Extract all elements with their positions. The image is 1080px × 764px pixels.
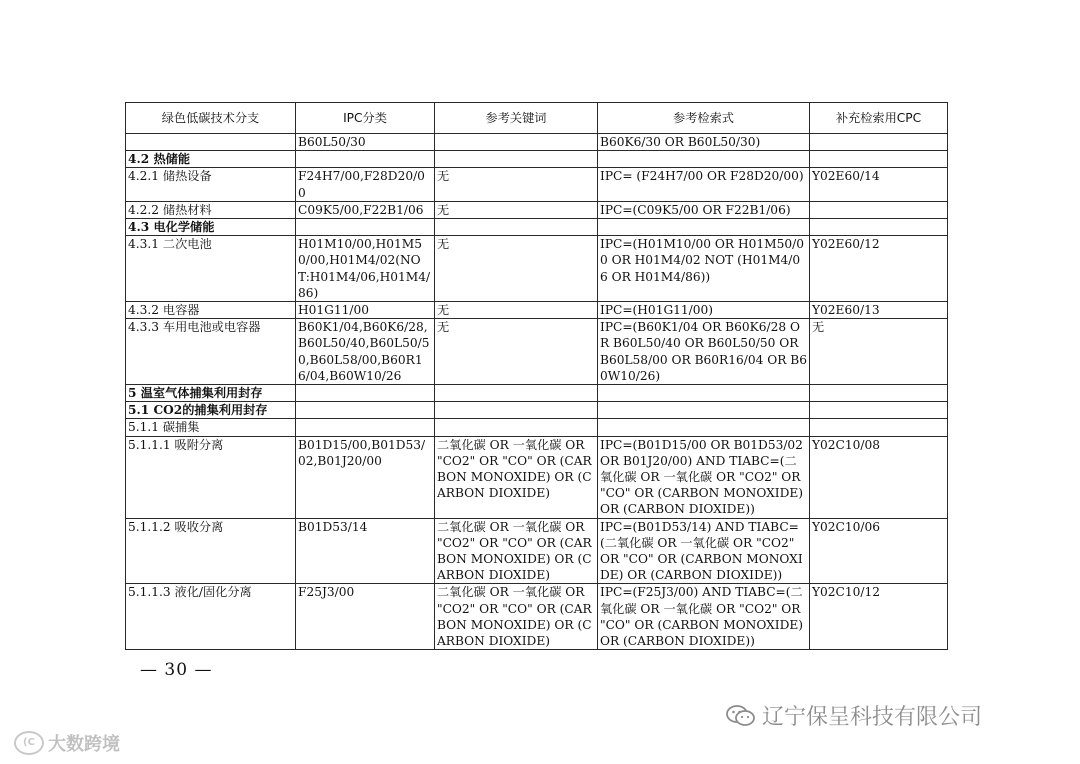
cell-search-query [598,385,810,402]
cell-cpc [810,219,948,236]
section-row [126,219,948,236]
cell-keywords [435,151,598,168]
cell-keywords: 无 [435,302,598,319]
cell-ipc: B01D15/00,B01D53/02,B01J20/00 [296,436,435,518]
wechat-icon [726,704,756,728]
cell-tech-branch: 5.1.1.3 液化/固化分离 [126,584,296,650]
cell-tech-branch: 4.2.1 储热设备 [126,168,296,201]
cell-tech-branch: 4.3.3 车用电池或电容器 [126,319,296,385]
cell-search-query: IPC=(B01D53/14) AND TIABC=(二氧化碳 OR 一氧化碳 OR "CO2" OR "CO" OR (CARBON MONOXIDE) OR (CARBON DIOXIDE)) [598,518,810,584]
cell-cpc: Y02C10/08 [810,436,948,518]
cell-tech-branch: 4.3 电化学储能 [126,219,296,236]
section-row [126,385,948,402]
watermark-right-text: 辽宁保呈科技有限公司 [762,705,983,730]
table-header-row [126,103,948,134]
cell-tech-branch: 5.1.1 碳捕集 [126,419,296,436]
cell-tech-branch: 4.3.2 电容器 [126,302,296,319]
cell-cpc: Y02E60/13 [810,302,948,319]
cell-cpc: Y02E60/12 [810,236,948,302]
cell-ipc [296,385,435,402]
cell-tech-branch: 4.2.2 储热材料 [126,201,296,218]
watermark-left-text: 大数跨境 [48,734,120,755]
cell-search-query [598,219,810,236]
header-search-query: 参考检索式 [598,103,810,134]
watermark-left [14,730,120,756]
cell-search-query [598,151,810,168]
cell-search-query [598,419,810,436]
cell-ipc [296,151,435,168]
cell-keywords [435,385,598,402]
table-row [126,134,948,151]
cell-keywords: 二氧化碳 OR 一氧化碳 OR "CO2" OR "CO" OR (CARBON MONOXIDE) OR (CARBON DIOXIDE) [435,518,598,584]
cell-search-query: IPC=(C09K5/00 OR F22B1/06) [598,201,810,218]
cell-ipc: B60K1/04,B60K6/28,B60L50/40,B60L50/50,B60L58/00,B60R16/04,B60W10/26 [296,319,435,385]
cell-search-query [598,402,810,419]
cell-cpc [810,134,948,151]
cell-search-query: IPC=(H01M10/00 OR H01M50/00 OR H01M4/02 NOT (H01M4/06 OR H01M4/86)) [598,236,810,302]
cell-cpc [810,201,948,218]
cell-ipc: B60L50/30 [296,134,435,151]
cell-keywords [435,219,598,236]
cell-tech-branch: 4.2 热储能 [126,151,296,168]
header-tech-branch: 绿色低碳技术分支 [126,103,296,134]
cell-cpc [810,151,948,168]
header-ipc: IPC分类 [296,103,435,134]
page-number: — 30 — [140,660,213,680]
table-row [126,168,948,201]
cell-ipc: H01M10/00,H01M50/00,H01M4/02(NOT:H01M4/06,H01M4/86) [296,236,435,302]
table-row [126,302,948,319]
cell-cpc: Y02C10/06 [810,518,948,584]
table-row [126,201,948,218]
cell-ipc [296,402,435,419]
cell-ipc [296,419,435,436]
cell-cpc: Y02E60/14 [810,168,948,201]
cell-ipc: B01D53/14 [296,518,435,584]
table-row [126,518,948,584]
cell-keywords: 无 [435,236,598,302]
section-row [126,151,948,168]
cell-tech-branch: 5.1 CO2的捕集利用封存 [126,402,296,419]
cell-search-query: IPC=(B60K1/04 OR B60K6/28 OR B60L50/40 OR B60L50/50 OR B60L58/00 OR B60R16/04 OR B60W10/26) [598,319,810,385]
cell-search-query: B60K6/30 OR B60L50/30) [598,134,810,151]
cell-tech-branch: 5 温室气体捕集利用封存 [126,385,296,402]
cell-search-query: IPC=(F25J3/00) AND TIABC=(二氧化碳 OR 一氧化碳 OR "CO2" OR "CO" OR (CARBON MONOXIDE) OR (CARBON DIOXIDE)) [598,584,810,650]
cell-ipc [296,219,435,236]
section-row [126,402,948,419]
cell-keywords [435,419,598,436]
header-keywords: 参考关键词 [435,103,598,134]
watermark-right [726,700,982,731]
cell-cpc: Y02C10/12 [810,584,948,650]
table-row [126,584,948,650]
cell-keywords: 无 [435,168,598,201]
cell-ipc: F24H7/00,F28D20/00 [296,168,435,201]
cell-ipc: C09K5/00,F22B1/06 [296,201,435,218]
cell-tech-branch: 4.3.1 二次电池 [126,236,296,302]
table-row [126,419,948,436]
cell-tech-branch: 5.1.1.2 吸收分离 [126,518,296,584]
cell-keywords [435,134,598,151]
cell-cpc [810,419,948,436]
ipc-classification-table [125,102,948,650]
table-row [126,436,948,518]
cell-ipc: F25J3/00 [296,584,435,650]
cell-search-query: IPC=(B01D15/00 OR B01D53/02 OR B01J20/00) AND TIABC=(二氧化碳 OR 一氧化碳 OR "CO2" OR "CO" OR (CARBON MONOXIDE) OR (CARBON DIOXIDE)) [598,436,810,518]
table-body [126,134,948,650]
table-row [126,236,948,302]
cell-ipc: H01G11/00 [296,302,435,319]
cell-keywords: 无 [435,201,598,218]
watermark-logo-icon: (C [14,731,44,755]
cell-cpc: 无 [810,319,948,385]
cell-keywords: 无 [435,319,598,385]
header-cpc: 补充检索用CPC [810,103,948,134]
cell-search-query: IPC= (F24H7/00 OR F28D20/00) [598,168,810,201]
table-row [126,319,948,385]
cell-cpc [810,402,948,419]
cell-cpc [810,385,948,402]
cell-keywords: 二氧化碳 OR 一氧化碳 OR "CO2" OR "CO" OR (CARBON MONOXIDE) OR (CARBON DIOXIDE) [435,436,598,518]
cell-search-query: IPC=(H01G11/00) [598,302,810,319]
cell-tech-branch: 5.1.1.1 吸附分离 [126,436,296,518]
cell-tech-branch [126,134,296,151]
cell-keywords: 二氧化碳 OR 一氧化碳 OR "CO2" OR "CO" OR (CARBON MONOXIDE) OR (CARBON DIOXIDE) [435,584,598,650]
cell-keywords [435,402,598,419]
